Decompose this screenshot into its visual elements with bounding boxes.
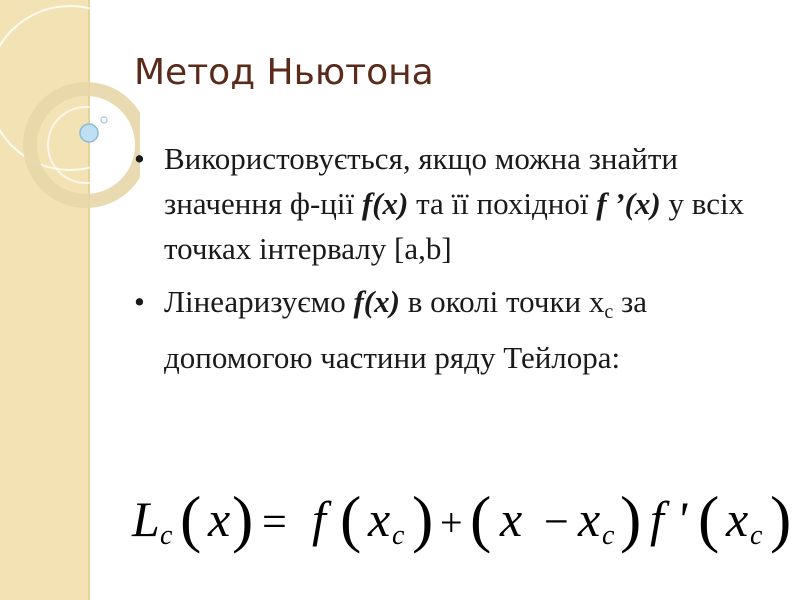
formula-paren-open: (: [180, 483, 202, 554]
function-f-x: f(x): [353, 284, 400, 319]
formula-paren-close: ): [412, 483, 434, 554]
formula-x: x: [726, 491, 749, 547]
bullet-text: Використовується, якщо можна знайти значення ф-ції: [164, 141, 678, 221]
formula-minus: −: [544, 497, 569, 546]
function-f-x: f(x): [361, 186, 409, 221]
bullet-text: Лінеаризуємо: [164, 284, 354, 319]
bullet-text: та її похідної: [408, 186, 597, 221]
formula-x: x: [208, 491, 231, 547]
bullet-text: у всіх точках інтервалу [a,b]: [164, 186, 745, 266]
formula-f: f: [312, 491, 326, 547]
subscript-c: c: [604, 301, 614, 323]
bullet-item-2: [134, 279, 794, 380]
taylor-formula: [130, 478, 794, 568]
bullet-marker: •: [134, 284, 145, 319]
formula-equals: =: [262, 497, 287, 546]
formula-sub-c: c: [160, 520, 173, 551]
blue-orb-large: [80, 124, 98, 142]
formula-plus: +: [440, 500, 463, 545]
formula-paren-close: ): [232, 483, 254, 554]
bullet-marker: •: [134, 141, 145, 176]
decorative-circles: [0, 0, 140, 260]
formula-x: x: [578, 491, 601, 547]
slide-title: Метод Ньютона: [134, 52, 434, 93]
formula-paren-close: ): [770, 483, 792, 554]
formula-sub-c: c: [392, 520, 405, 551]
formula-L: L: [132, 491, 160, 547]
bullet-item-1: [134, 136, 794, 271]
formula-paren-close: ): [620, 483, 642, 554]
bullet-text: в околі точки x: [399, 284, 605, 319]
bullet-list: [134, 136, 794, 388]
formula-paren-open: (: [698, 483, 720, 554]
formula-paren-open: (: [340, 483, 362, 554]
formula-x: x: [368, 491, 391, 547]
formula-x: x: [500, 491, 523, 547]
formula-sub-c: c: [602, 520, 615, 551]
blue-orb-small: [101, 117, 107, 123]
formula-paren-open: (: [470, 483, 492, 554]
bullet-text: за допомогою частини ряду Тейлора:: [164, 284, 648, 375]
formula-sub-c: c: [750, 520, 763, 551]
formula-f-prime: f ': [650, 491, 688, 547]
derivative-f-prime-x: f ’(x): [596, 186, 661, 221]
